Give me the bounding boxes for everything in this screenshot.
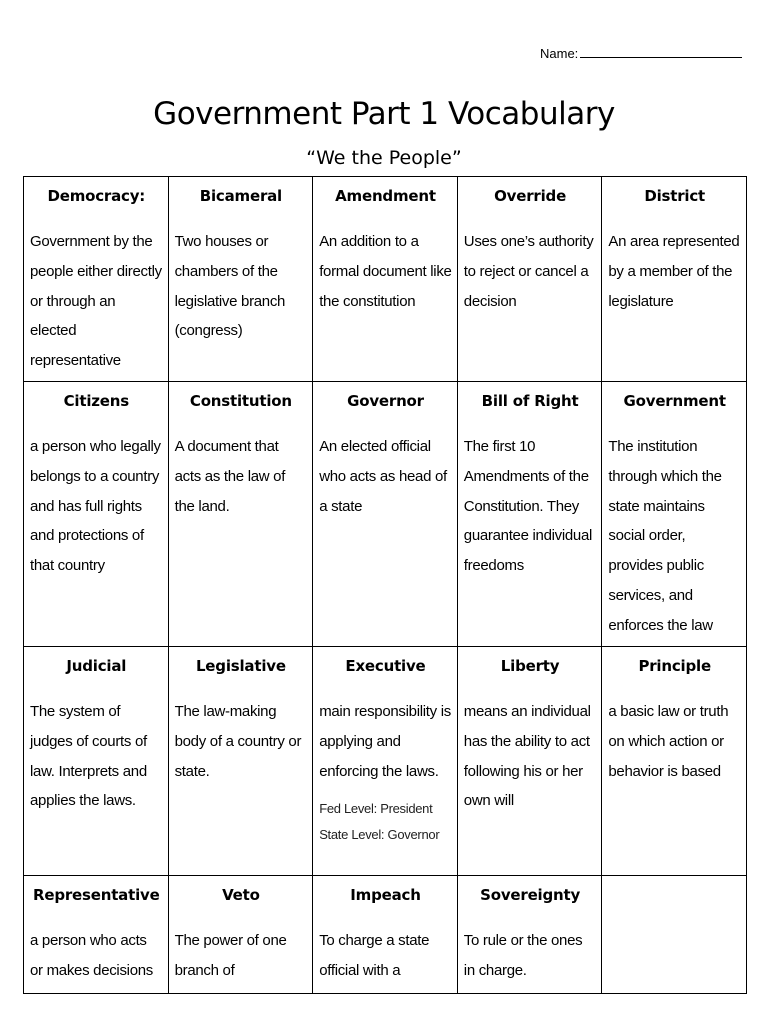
vocab-definition: An area represented by a member of the legislature <box>608 233 740 310</box>
vocab-term: Sovereignty <box>480 886 581 904</box>
table-row <box>24 382 747 647</box>
vocab-term: Judicial <box>66 657 127 675</box>
table-row <box>24 647 747 876</box>
vocab-cell <box>313 876 458 994</box>
empty-cell <box>602 876 747 994</box>
vocab-cell <box>457 647 602 876</box>
vocab-term: Executive <box>345 657 426 675</box>
vocab-term: Governor <box>347 392 424 410</box>
vocab-cell <box>168 177 313 382</box>
name-label: Name: <box>540 46 579 61</box>
vocab-term: Bill of Right <box>481 392 579 410</box>
vocab-definition: To rule or the ones in charge. <box>463 932 583 979</box>
vocab-cell <box>313 647 458 876</box>
vocab-definition: means an individual has the ability to act following his or her own will <box>463 703 591 810</box>
vocab-definition: The power of one branch of <box>174 932 287 979</box>
vocab-cell <box>168 647 313 876</box>
vocab-definition: a basic law or truth on which action or behavior is based <box>608 703 729 780</box>
vocab-cell <box>457 177 602 382</box>
vocab-cell <box>602 647 747 876</box>
table-row <box>24 177 747 382</box>
page-title: Government Part 1 Vocabulary <box>153 96 615 132</box>
page-subtitle: “We the People” <box>306 147 462 169</box>
vocab-term: Bicameral <box>199 187 283 205</box>
vocab-definition: A document that acts as the law of the land. <box>174 438 286 515</box>
vocab-term: Citizens <box>63 392 129 410</box>
vocab-note <box>319 796 452 848</box>
vocab-cell <box>457 876 602 994</box>
vocab-term: Veto <box>222 886 260 904</box>
fed-level-note: Fed Level: President <box>319 801 433 817</box>
vocab-cell <box>602 177 747 382</box>
vocab-definition: The law-making body of a country or state. <box>174 703 302 780</box>
vocab-term: Constitution <box>189 392 292 410</box>
vocab-definition: The institution through which the state maintains social order, provides public services, and enforces the law <box>608 438 722 634</box>
vocab-definition: An addition to a formal document like the constitution <box>319 233 452 310</box>
vocab-cell <box>602 382 747 647</box>
vocabulary-table <box>23 176 747 994</box>
vocab-definition: The first 10 Amendments of the Constitution. They guarantee individual freedoms <box>463 438 593 575</box>
vocab-term: District <box>644 187 706 205</box>
vocab-cell <box>457 382 602 647</box>
state-level-note: State Level: Governor <box>319 827 440 843</box>
vocab-term: Principle <box>638 657 711 675</box>
vocab-definition: main responsibility is applying and enforcing the laws. <box>319 703 451 780</box>
vocab-cell <box>24 177 169 382</box>
vocab-definition: An elected official who acts as head of a state <box>319 438 447 515</box>
vocab-term: Impeach <box>350 886 421 904</box>
vocab-cell <box>168 876 313 994</box>
vocab-definition: To charge a state official with a <box>319 932 430 979</box>
vocab-cell <box>313 177 458 382</box>
vocab-cell <box>24 876 169 994</box>
vocab-cell <box>313 382 458 647</box>
vocab-definition: a person who legally belongs to a country and has full rights and protections of that country <box>30 438 161 575</box>
vocab-term: Legislative <box>195 657 286 675</box>
vocab-term: Government <box>623 392 726 410</box>
name-field[interactable] <box>540 45 742 63</box>
name-blank-line[interactable] <box>580 45 742 58</box>
vocab-definition: Government by the people either directly or through an elected representative <box>30 233 162 370</box>
vocab-definition: a person who acts or makes decisions <box>30 932 153 979</box>
vocab-term: Amendment <box>335 187 436 205</box>
table-row <box>24 876 747 994</box>
vocab-definition: Uses one’s authority to reject or cancel a decision <box>463 233 594 310</box>
vocab-cell <box>24 647 169 876</box>
vocab-cell <box>168 382 313 647</box>
vocab-cell <box>24 382 169 647</box>
vocab-term: Democracy: <box>47 187 146 205</box>
vocab-term: Representative <box>33 886 160 904</box>
vocab-definition: The system of judges of courts of law. Interprets and applies the laws. <box>30 703 147 810</box>
vocab-definition: Two houses or chambers of the legislative branch (congress) <box>174 233 286 340</box>
vocab-term: Liberty <box>500 657 560 675</box>
vocab-term: Override <box>494 187 567 205</box>
